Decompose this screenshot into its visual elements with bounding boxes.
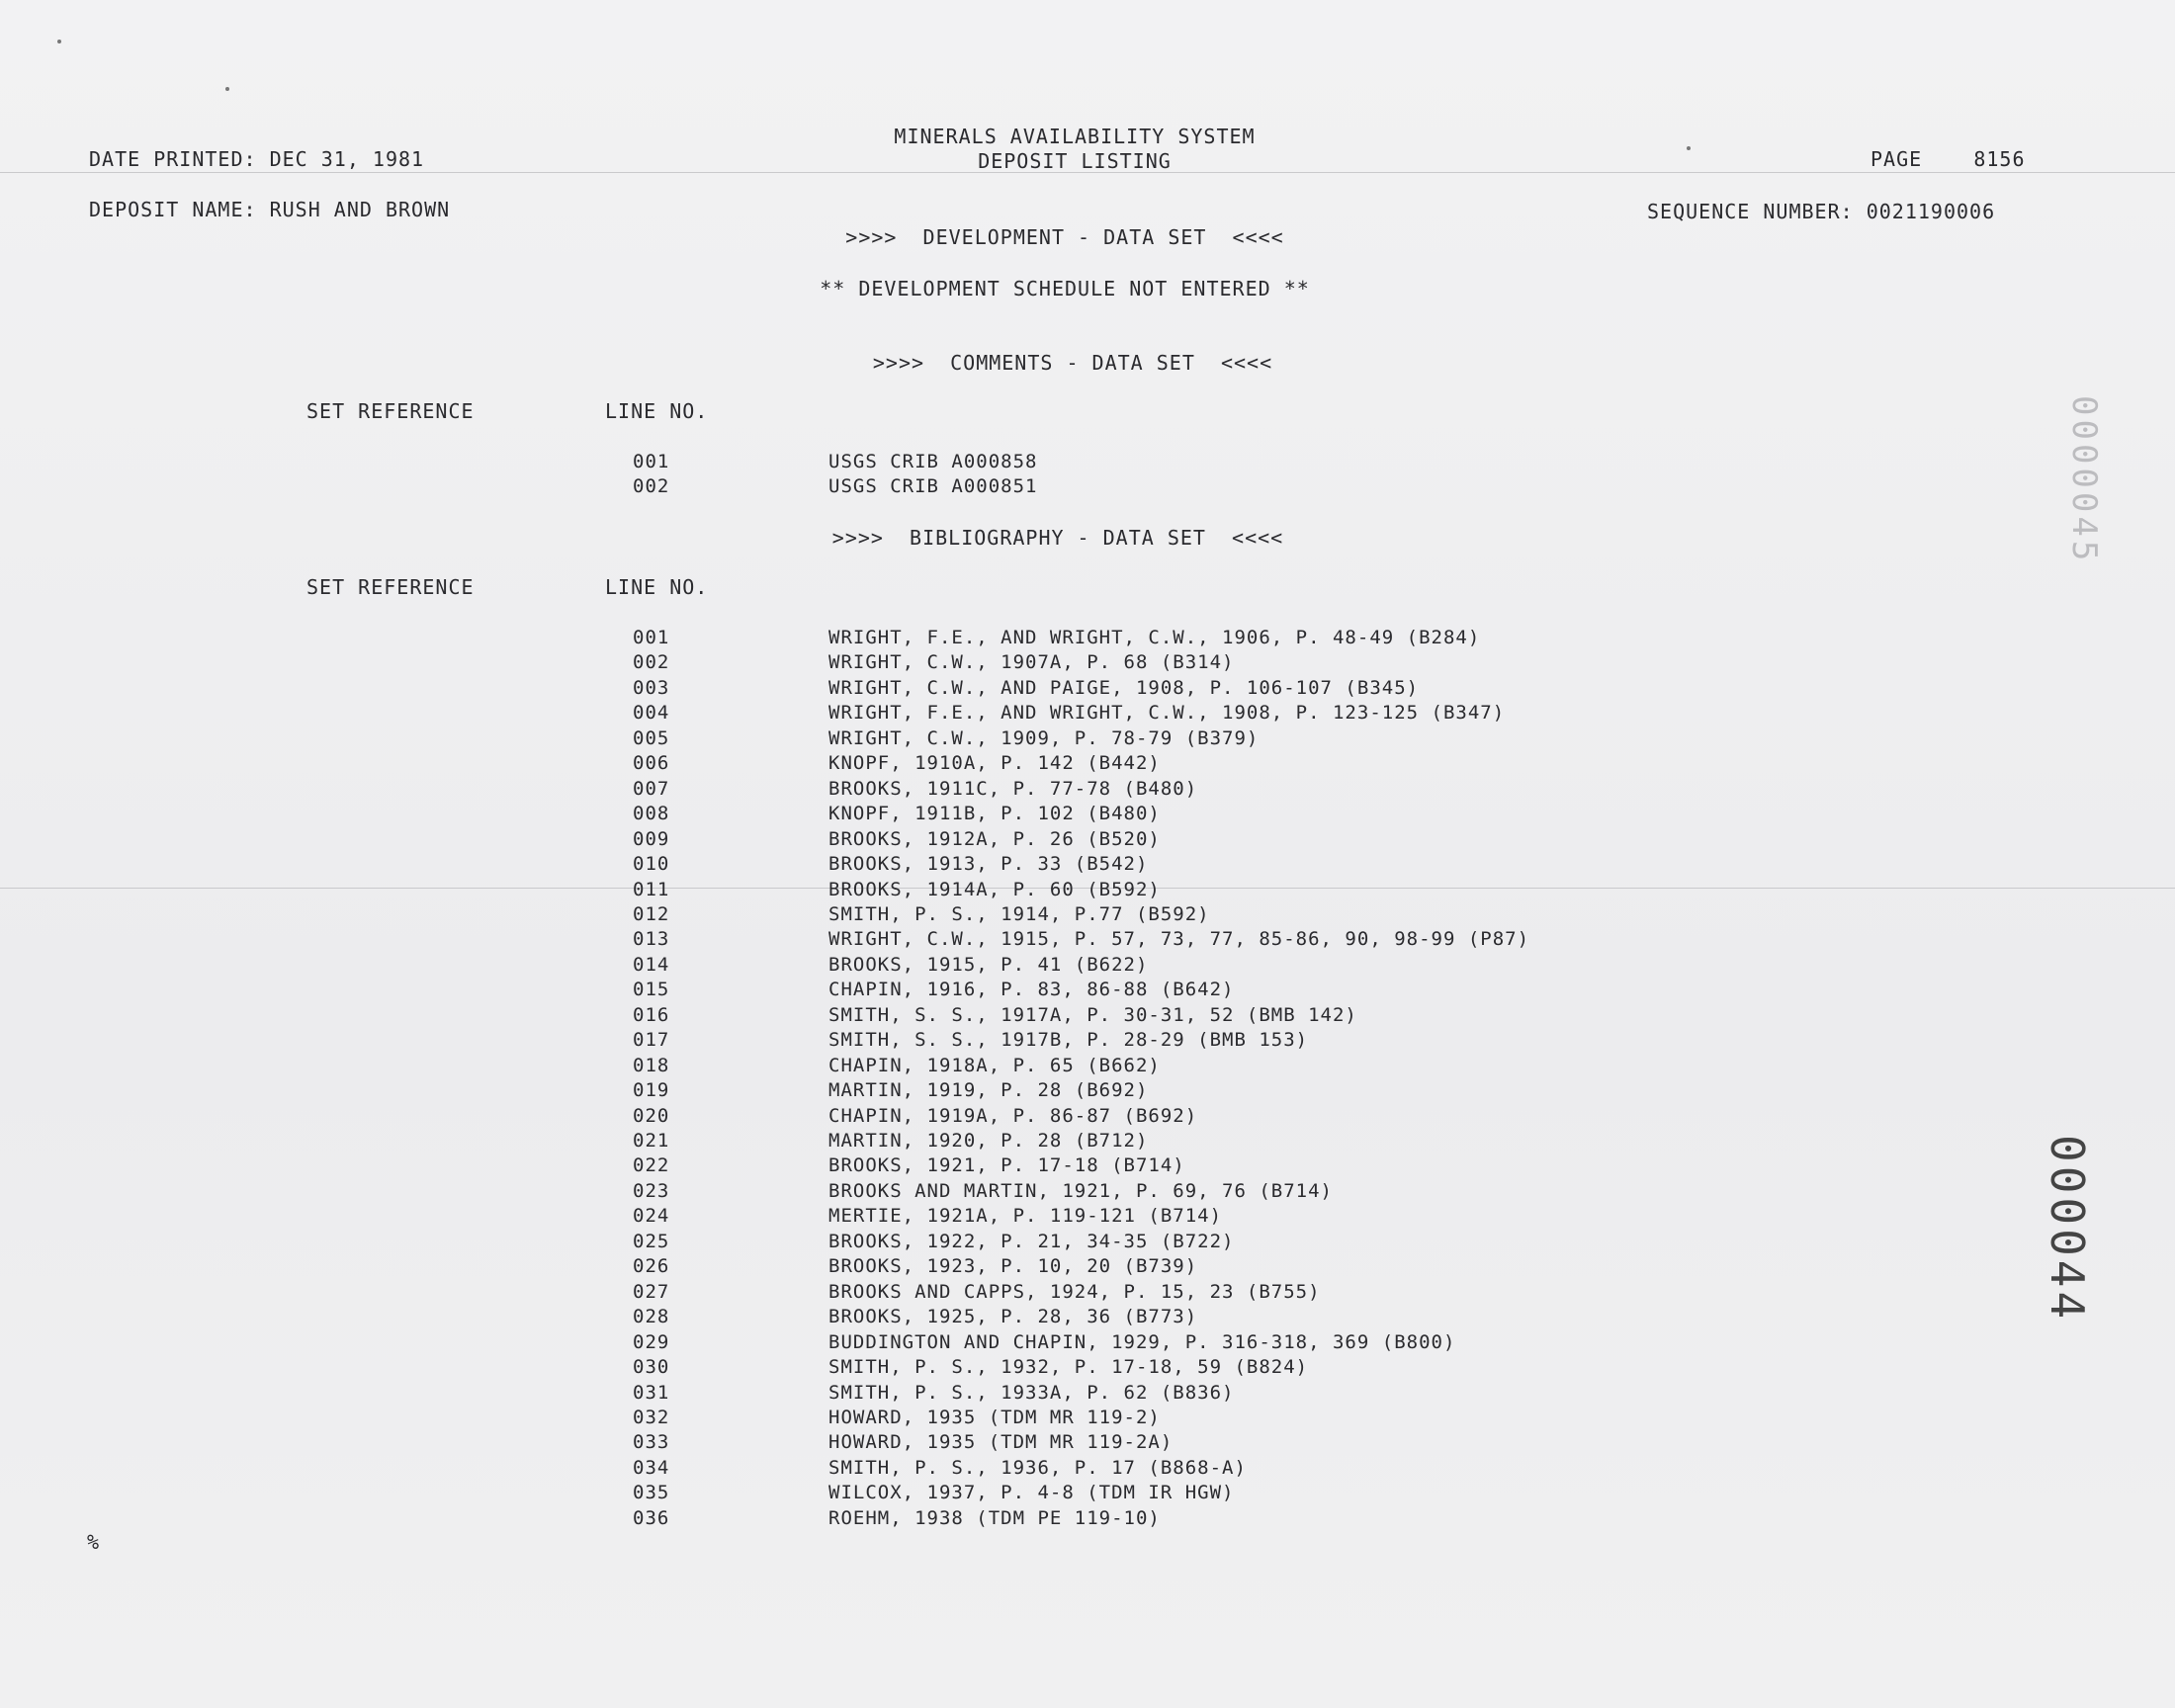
bibliography-line-no: 027 [633,1281,670,1303]
bibliography-line-no: 029 [633,1331,670,1353]
bibliography-entry: CHAPIN, 1916, P. 83, 86-88 (B642) [828,979,1235,1000]
bibliography-line-no: 025 [633,1231,670,1252]
bibliography-line-no: 003 [633,677,670,699]
bibliography-entry: WILCOX, 1937, P. 4-8 (TDM IR HGW) [828,1482,1235,1503]
bibliography-entry: BROOKS, 1922, P. 21, 34-35 (B722) [828,1231,1235,1252]
bibliography-line-no: 006 [633,752,670,774]
bibliography-entry: MARTIN, 1920, P. 28 (B712) [828,1130,1149,1152]
bibliography-line-no: 026 [633,1255,670,1277]
bibliography-col-line-no: LINE NO. [605,575,709,599]
footer-mark: % [87,1530,101,1554]
sequence-number: SEQUENCE NUMBER: 0021190006 [1647,200,1996,223]
comments-col-line-no: LINE NO. [605,399,709,423]
bibliography-line-no: 009 [633,828,670,850]
bibliography-line-no: 017 [633,1029,670,1051]
bibliography-entry: BROOKS, 1914A, P. 60 (B592) [828,879,1161,900]
bibliography-entry: BROOKS, 1913, P. 33 (B542) [828,853,1149,875]
development-note: ** DEVELOPMENT SCHEDULE NOT ENTERED ** [820,277,1310,300]
bibliography-line-no: 013 [633,928,670,950]
bibliography-entry: WRIGHT, C.W., 1907A, P. 68 (B314) [828,651,1235,673]
bibliography-line-no: 011 [633,879,670,900]
bibliography-entry: BROOKS AND CAPPS, 1924, P. 15, 23 (B755) [828,1281,1321,1303]
bibliography-entry: HOWARD, 1935 (TDM MR 119-2A) [828,1431,1174,1453]
bibliography-line-no: 007 [633,778,670,800]
bibliography-line-no: 001 [633,627,670,648]
comments-heading: >>>> COMMENTS - DATA SET <<<< [872,351,1273,375]
bibliography-line-no: 012 [633,903,670,925]
bibliography-line-no: 033 [633,1431,670,1453]
bibliography-entry: WRIGHT, F.E., AND WRIGHT, C.W., 1908, P. 123-125 (B347) [828,702,1506,724]
bibliography-line-no: 021 [633,1130,670,1152]
bibliography-line-no: 014 [633,954,670,976]
bibliography-entry: SMITH, P. S., 1936, P. 17 (B868-A) [828,1457,1247,1479]
bibliography-line-no: 028 [633,1306,670,1327]
bibliography-entry: SMITH, S. S., 1917A, P. 30-31, 52 (BMB 142) [828,1004,1357,1026]
bibliography-entry: BROOKS, 1911C, P. 77-78 (B480) [828,778,1198,800]
comment-line-no: 001 [633,451,670,472]
scan-speck [57,40,61,43]
bibliography-line-no: 030 [633,1356,670,1378]
bibliography-entry: CHAPIN, 1919A, P. 86-87 (B692) [828,1105,1198,1127]
comments-col-set-reference: SET REFERENCE [306,399,475,423]
bibliography-entry: CHAPIN, 1918A, P. 65 (B662) [828,1055,1161,1076]
bibliography-entry: WRIGHT, C.W., 1909, P. 78-79 (B379) [828,727,1260,749]
bibliography-line-no: 036 [633,1507,670,1529]
bibliography-entry: WRIGHT, C.W., 1915, P. 57, 73, 77, 85-86, 90, 98-99 (P87) [828,928,1530,950]
bibliography-entry: BUDDINGTON AND CHAPIN, 1929, P. 316-318, 369 (B800) [828,1331,1456,1353]
bibliography-line-no: 015 [633,979,670,1000]
comment-text: USGS CRIB A000851 [828,475,1038,497]
bibliography-entry: WRIGHT, C.W., AND PAIGE, 1908, P. 106-107 (B345) [828,677,1420,699]
bibliography-entry: BROOKS AND MARTIN, 1921, P. 69, 76 (B714) [828,1180,1333,1202]
bibliography-entry: WRIGHT, F.E., AND WRIGHT, C.W., 1906, P. 48-49 (B284) [828,627,1481,648]
bibliography-line-no: 008 [633,803,670,824]
faint-frame-number-stamp: 0000045 [2064,395,2104,565]
bibliography-entry: BROOKS, 1925, P. 28, 36 (B773) [828,1306,1198,1327]
bibliography-entry: MARTIN, 1919, P. 28 (B692) [828,1079,1149,1101]
comment-text: USGS CRIB A000858 [828,451,1038,472]
bibliography-entry: KNOPF, 1911B, P. 102 (B480) [828,803,1161,824]
page-number: PAGE 8156 [1870,147,2026,171]
bibliography-entry: BROOKS, 1921, P. 17-18 (B714) [828,1154,1185,1176]
bibliography-entry: SMITH, P. S., 1932, P. 17-18, 59 (B824) [828,1356,1309,1378]
bibliography-line-no: 005 [633,727,670,749]
bibliography-line-no: 031 [633,1382,670,1404]
scan-speck [225,87,229,91]
bibliography-line-no: 024 [633,1205,670,1227]
bibliography-entry: SMITH, P. S., 1933A, P. 62 (B836) [828,1382,1235,1404]
bibliography-line-no: 016 [633,1004,670,1026]
bibliography-line-no: 035 [633,1482,670,1503]
date-printed: DATE PRINTED: DEC 31, 1981 [89,147,425,171]
bibliography-entry: SMITH, S. S., 1917B, P. 28-29 (BMB 153) [828,1029,1309,1051]
bibliography-line-no: 034 [633,1457,670,1479]
comment-line-no: 002 [633,475,670,497]
bibliography-line-no: 019 [633,1079,670,1101]
development-heading: >>>> DEVELOPMENT - DATA SET <<<< [845,225,1284,249]
bibliography-entry: KNOPF, 1910A, P. 142 (B442) [828,752,1161,774]
bibliography-heading: >>>> BIBLIOGRAPHY - DATA SET <<<< [831,526,1284,550]
bibliography-entry: HOWARD, 1935 (TDM MR 119-2) [828,1407,1161,1428]
bibliography-entry: BROOKS, 1912A, P. 26 (B520) [828,828,1161,850]
bibliography-entry: BROOKS, 1923, P. 10, 20 (B739) [828,1255,1198,1277]
bibliography-line-no: 023 [633,1180,670,1202]
bibliography-line-no: 020 [633,1105,670,1127]
bibliography-line-no: 010 [633,853,670,875]
deposit-name: DEPOSIT NAME: RUSH AND BROWN [89,198,451,221]
bibliography-col-set-reference: SET REFERENCE [306,575,475,599]
bibliography-line-no: 022 [633,1154,670,1176]
bibliography-entry: BROOKS, 1915, P. 41 (B622) [828,954,1149,976]
frame-number-stamp: 000044 [2041,1135,2094,1324]
bibliography-entry: SMITH, P. S., 1914, P.77 (B592) [828,903,1210,925]
system-title: MINERALS AVAILABILITY SYSTEM [894,125,1256,148]
bibliography-line-no: 002 [633,651,670,673]
scan-speck [1687,146,1691,150]
bibliography-entry: ROEHM, 1938 (TDM PE 119-10) [828,1507,1161,1529]
bibliography-line-no: 004 [633,702,670,724]
bibliography-entry: MERTIE, 1921A, P. 119-121 (B714) [828,1205,1223,1227]
bibliography-line-no: 018 [633,1055,670,1076]
listing-subtitle: DEPOSIT LISTING [978,149,1172,173]
bibliography-line-no: 032 [633,1407,670,1428]
